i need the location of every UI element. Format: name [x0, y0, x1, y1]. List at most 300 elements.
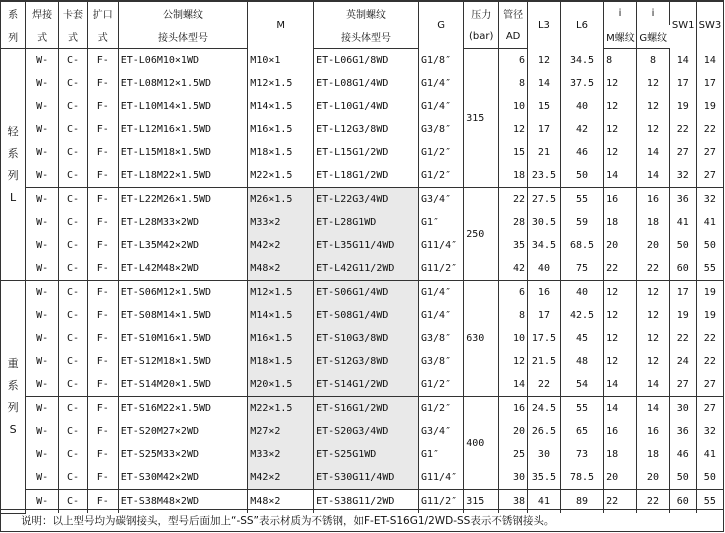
- cell-w: W-: [26, 466, 59, 490]
- cell-metric: ET-L42M48×2WD: [118, 257, 248, 281]
- cell-g: G1/4″: [419, 72, 464, 95]
- cell-ad: 6: [499, 281, 528, 305]
- table-row: [1, 327, 723, 350]
- cell-metric: ET-L22M26×1.5WD: [118, 188, 248, 212]
- cell-m: M33×2: [248, 443, 314, 466]
- cell-metric: ET-S08M14×1.5WD: [118, 304, 248, 327]
- cell-m: M27×2: [248, 420, 314, 443]
- cell-m: M42×2: [248, 466, 314, 490]
- table-row: [1, 420, 723, 443]
- cell-g: G1″: [419, 211, 464, 234]
- table-row: [1, 72, 723, 95]
- cell-ig: 12: [637, 118, 670, 141]
- cell-f: F-: [87, 373, 118, 397]
- header-pressure-2: (bar): [464, 25, 499, 49]
- cell-f: F-: [87, 420, 118, 443]
- cell-c: C-: [59, 164, 88, 188]
- cell-l6: 42.5: [560, 304, 603, 327]
- cell-l3: 15: [528, 95, 561, 118]
- cell-c: C-: [59, 466, 88, 490]
- table-row: [1, 281, 723, 305]
- cell-ad: 16: [499, 397, 528, 421]
- cell-l3: 27.5: [528, 188, 561, 212]
- header-row-1: [1, 2, 723, 26]
- cell-f: F-: [87, 327, 118, 350]
- cell-ig: 12: [637, 72, 670, 95]
- cell-l3: 22: [528, 373, 561, 397]
- cell-l3: 24.5: [528, 397, 561, 421]
- cell-sw3: 14: [703, 54, 716, 66]
- cell-f: F-: [87, 397, 118, 421]
- cell-imperial: ET-S25G1WD: [314, 443, 419, 466]
- header-flare-2: 式: [87, 25, 118, 49]
- header-g: G: [419, 2, 464, 49]
- cell-ig: 8: [637, 49, 670, 73]
- cell-ig: 16: [637, 420, 670, 443]
- cell-l3: 35.5: [528, 466, 561, 490]
- cell-imperial: ET-L06G1/8WD: [314, 49, 419, 73]
- header-ig: i: [637, 2, 670, 26]
- cell-l3: 30.5: [528, 211, 561, 234]
- cell-ig: 12: [637, 350, 670, 373]
- table-row: [1, 234, 723, 257]
- cell-imperial: ET-L15G1/2WD: [314, 141, 419, 164]
- cell-im: 22: [604, 257, 637, 281]
- cell-l6: 50: [560, 164, 603, 188]
- cell-l3: 17: [528, 118, 561, 141]
- cell-imperial: ET-S10G3/8WD: [314, 327, 419, 350]
- cell-sw1: 17: [669, 281, 696, 305]
- cell-sw3: 17: [703, 78, 716, 89]
- header-imperial-2: 接头体型号: [314, 25, 419, 49]
- cell-m: M22×1.5: [248, 397, 314, 421]
- header-metric-2: 接头体型号: [118, 25, 248, 49]
- cell-c: C-: [59, 95, 88, 118]
- cell-w: W-: [26, 72, 59, 95]
- cell-sw3: 50: [703, 240, 716, 251]
- cell-ad: 8: [499, 72, 528, 95]
- cell-g: G3/8″: [419, 350, 464, 373]
- cell-ig: 14: [637, 397, 670, 421]
- cell-sw3: 55: [703, 263, 716, 274]
- cell-sw1: 19: [669, 304, 696, 327]
- cell-sw3: 19: [703, 101, 716, 112]
- table-row: [1, 257, 723, 281]
- cell-f: F-: [87, 188, 118, 212]
- table-row: [1, 49, 723, 73]
- table-row: [1, 304, 723, 327]
- cell-im: 8: [604, 49, 637, 73]
- cell-g: G1/2″: [419, 397, 464, 421]
- cell-f: F-: [87, 257, 118, 281]
- cell-im: 12: [604, 350, 637, 373]
- cell-w: W-: [26, 490, 59, 514]
- header-weld: 焊接: [26, 2, 59, 26]
- table-row: [1, 141, 723, 164]
- header-ig-2: G螺纹: [637, 25, 670, 49]
- cell-l6: 55: [560, 188, 603, 212]
- cell-imperial: ET-S20G3/4WD: [314, 420, 419, 443]
- cell-m: M48×2: [248, 257, 314, 281]
- table-row: [1, 373, 723, 397]
- cell-imperial: ET-S08G1/4WD: [314, 304, 419, 327]
- header-ferrule: 卡套: [59, 2, 88, 26]
- header-weld-2: 式: [26, 25, 59, 49]
- cell-metric: ET-S10M16×1.5WD: [118, 327, 248, 350]
- cell-sw1: 50: [669, 466, 696, 490]
- cell-l3: 17: [528, 304, 561, 327]
- cell-l3: 40: [528, 257, 561, 281]
- cell-im: 18: [604, 443, 637, 466]
- cell-imperial: ET-L42G11/2WD: [314, 257, 419, 281]
- cell-w: W-: [26, 164, 59, 188]
- cell-sw1: 41: [669, 211, 696, 234]
- cell-sw3: 27: [696, 397, 723, 421]
- cell-ad: 15: [499, 141, 528, 164]
- cell-m: M12×1.5: [248, 72, 314, 95]
- cell-l6: 75: [560, 257, 603, 281]
- cell-c: C-: [59, 490, 88, 514]
- cell-metric: ET-S38M48×2WD: [118, 490, 248, 514]
- header-series-2: 列: [1, 25, 26, 49]
- cell-g: G1/2″: [419, 164, 464, 188]
- cell-ad: 6: [499, 49, 528, 73]
- cell-c: C-: [59, 257, 88, 281]
- cell-l6: 89: [560, 490, 603, 514]
- cell-l3: 34.5: [528, 234, 561, 257]
- cell-g: G1″: [419, 443, 464, 466]
- cell-l6: 54: [560, 373, 603, 397]
- cell-imperial: ET-L08G1/4WD: [314, 72, 419, 95]
- cell-c: C-: [59, 443, 88, 466]
- cell-sw3: 19: [696, 281, 723, 305]
- cell-sw3: 55: [696, 490, 723, 514]
- cell-g: G11/4″: [419, 234, 464, 257]
- cell-sw3: 32: [703, 426, 716, 437]
- cell-f: F-: [87, 95, 118, 118]
- cell-l3: 16: [528, 281, 561, 305]
- cell-metric: ET-L06M10×1WD: [118, 49, 248, 73]
- cell-metric: ET-S06M12×1.5WD: [118, 281, 248, 305]
- cell-ig: 12: [637, 327, 670, 350]
- cell-sw1: 50: [669, 234, 696, 257]
- cell-g: G1/8″: [419, 49, 464, 73]
- series-label: 重 系 列 S: [1, 281, 26, 514]
- cell-f: F-: [87, 466, 118, 490]
- cell-l3: 12: [528, 49, 561, 73]
- cell-im: 14: [604, 397, 637, 421]
- cell-imperial: ET-S30G11/4WD: [314, 466, 419, 490]
- cell-sw1: 27: [669, 141, 696, 164]
- cell-l6: 48: [560, 350, 603, 373]
- cell-l3: 14: [528, 72, 561, 95]
- cell-g: G1/2″: [419, 373, 464, 397]
- cell-ad: 8: [499, 304, 528, 327]
- cell-m: M16×1.5: [248, 327, 314, 350]
- cell-c: C-: [59, 118, 88, 141]
- cell-m: M33×2: [248, 211, 314, 234]
- table-row: [1, 211, 723, 234]
- cell-im: 20: [604, 466, 637, 490]
- cell-l3: 21: [528, 141, 561, 164]
- header-pipe-2: AD: [499, 25, 528, 49]
- header-m: M: [248, 2, 314, 49]
- cell-l6: 40: [560, 95, 603, 118]
- cell-sw1: 24: [669, 350, 696, 373]
- cell-g: G11/2″: [419, 490, 464, 514]
- cell-l3: 30: [528, 443, 561, 466]
- cell-l6: 34.5: [560, 49, 603, 73]
- cell-metric: ET-L35M42×2WD: [118, 234, 248, 257]
- cell-m: M22×1.5: [248, 164, 314, 188]
- table-row: [1, 350, 723, 373]
- cell-sw3: 27: [703, 379, 716, 390]
- header-metric: 公制螺纹: [118, 2, 248, 26]
- cell-w: W-: [26, 188, 59, 212]
- cell-w: W-: [26, 49, 59, 73]
- cell-m: M12×1.5: [248, 281, 314, 305]
- cell-sw1: 22: [669, 327, 696, 350]
- cell-m: M26×1.5: [248, 188, 314, 212]
- table-row: [1, 443, 723, 466]
- pressure-value: 630: [464, 281, 499, 397]
- cell-sw1: 46: [669, 443, 696, 466]
- cell-metric: ET-S14M20×1.5WD: [118, 373, 248, 397]
- cell-f: F-: [87, 164, 118, 188]
- cell-f: F-: [87, 443, 118, 466]
- cell-ad: 12: [499, 350, 528, 373]
- cell-ig: 22: [637, 257, 670, 281]
- cell-l6: 73: [560, 443, 603, 466]
- cell-ig: 12: [637, 95, 670, 118]
- header-ferrule-2: 式: [59, 25, 88, 49]
- cell-ad: 10: [499, 95, 528, 118]
- cell-m: M42×2: [248, 234, 314, 257]
- cell-ig: 18: [637, 443, 670, 466]
- cell-c: C-: [59, 397, 88, 421]
- cell-w: W-: [26, 420, 59, 443]
- cell-im: 12: [604, 72, 637, 95]
- cell-sw1: 36: [669, 188, 696, 212]
- cell-c: C-: [59, 72, 88, 95]
- cell-g: G1/2″: [419, 141, 464, 164]
- cell-sw1: 19: [669, 95, 696, 118]
- table-row: [1, 118, 723, 141]
- table-row: [1, 95, 723, 118]
- cell-im: 12: [604, 118, 637, 141]
- cell-imperial: ET-L35G11/4WD: [314, 234, 419, 257]
- table-row: [1, 188, 723, 212]
- cell-imperial: ET-L22G3/4WD: [314, 188, 419, 212]
- cell-im: 12: [604, 281, 637, 305]
- cell-m: M16×1.5: [248, 118, 314, 141]
- cell-f: F-: [87, 281, 118, 305]
- cell-l6: 78.5: [560, 466, 603, 490]
- header-l6: L6: [560, 2, 603, 49]
- cell-l3: 21.5: [528, 350, 561, 373]
- header-sw1: SW1: [669, 2, 696, 49]
- cell-imperial: ET-L18G1/2WD: [314, 164, 419, 188]
- cell-sw3: 32: [696, 188, 723, 212]
- cell-w: W-: [26, 327, 59, 350]
- cell-ad: 25: [499, 443, 528, 466]
- cell-l6: 42: [560, 118, 603, 141]
- cell-ad: 42: [499, 257, 528, 281]
- cell-c: C-: [59, 350, 88, 373]
- cell-c: C-: [59, 188, 88, 212]
- cell-sw1: 30: [669, 397, 696, 421]
- cell-g: G1/4″: [419, 281, 464, 305]
- cell-sw1: 17: [669, 72, 696, 95]
- cell-im: 12: [604, 327, 637, 350]
- cell-ad: 22: [499, 188, 528, 212]
- cell-l6: 46: [560, 141, 603, 164]
- header-pipe: 管径: [499, 2, 528, 26]
- cell-metric: ET-L18M22×1.5WD: [118, 164, 248, 188]
- cell-sw1: 60: [669, 490, 696, 514]
- cell-metric: ET-L08M12×1.5WD: [118, 72, 248, 95]
- cell-c: C-: [59, 281, 88, 305]
- cell-w: W-: [26, 350, 59, 373]
- cell-l3: 26.5: [528, 420, 561, 443]
- cell-ad: 10: [499, 327, 528, 350]
- cell-ad: 35: [499, 234, 528, 257]
- cell-w: W-: [26, 257, 59, 281]
- cell-w: W-: [26, 141, 59, 164]
- header-flare: 扩口: [87, 2, 118, 26]
- cell-metric: ET-S25M33×2WD: [118, 443, 248, 466]
- header-imperial: 英制螺纹: [314, 2, 419, 26]
- cell-sw1: 36: [669, 420, 696, 443]
- cell-l3: 41: [528, 490, 561, 514]
- cell-m: M18×1.5: [248, 141, 314, 164]
- cell-w: W-: [26, 373, 59, 397]
- header-im-2: M螺纹: [604, 25, 637, 49]
- cell-w: W-: [26, 281, 59, 305]
- cell-g: G1/4″: [419, 95, 464, 118]
- cell-f: F-: [87, 72, 118, 95]
- cell-ad: 18: [499, 164, 528, 188]
- cell-m: M48×2: [248, 490, 314, 514]
- cell-im: 12: [604, 141, 637, 164]
- table-row: [1, 164, 723, 188]
- cell-ig: 22: [637, 490, 670, 514]
- cell-ad: 28: [499, 211, 528, 234]
- cell-c: C-: [59, 49, 88, 73]
- cell-l6: 65: [560, 420, 603, 443]
- cell-sw1: 22: [669, 118, 696, 141]
- cell-m: M14×1.5: [248, 304, 314, 327]
- cell-c: C-: [59, 304, 88, 327]
- cell-l3: 23.5: [528, 164, 561, 188]
- cell-imperial: ET-S12G3/8WD: [314, 350, 419, 373]
- cell-l6: 37.5: [560, 72, 603, 95]
- cell-c: C-: [59, 420, 88, 443]
- cell-sw3: 22: [703, 356, 716, 367]
- cell-ig: 18: [637, 211, 670, 234]
- cell-imperial: ET-S14G1/2WD: [314, 373, 419, 397]
- cell-f: F-: [87, 350, 118, 373]
- cell-ig: 14: [637, 373, 670, 397]
- cell-im: 14: [604, 164, 637, 188]
- cell-ig: 14: [637, 141, 670, 164]
- cell-g: G11/2″: [419, 257, 464, 281]
- cell-c: C-: [59, 141, 88, 164]
- cell-g: G3/8″: [419, 327, 464, 350]
- cell-m: M10×1: [248, 49, 314, 73]
- cell-f: F-: [87, 490, 118, 514]
- cell-imperial: ET-S06G1/4WD: [314, 281, 419, 305]
- cell-im: 12: [604, 304, 637, 327]
- cell-sw3: 41: [703, 449, 716, 460]
- cell-ig: 20: [637, 466, 670, 490]
- series-label: 轻 系 列 L: [1, 49, 26, 281]
- cell-l6: 40: [560, 281, 603, 305]
- cell-imperial: ET-L28G1WD: [314, 211, 419, 234]
- cell-m: M20×1.5: [248, 373, 314, 397]
- cell-f: F-: [87, 234, 118, 257]
- cell-w: W-: [26, 95, 59, 118]
- cell-imperial: ET-L12G3/8WD: [314, 118, 419, 141]
- cell-ad: 38: [499, 490, 528, 514]
- cell-c: C-: [59, 373, 88, 397]
- table-row: [1, 466, 723, 490]
- cell-ad: 30: [499, 466, 528, 490]
- cell-im: 14: [604, 373, 637, 397]
- cell-sw3: 41: [703, 217, 716, 228]
- header-pressure: 压力: [464, 2, 499, 26]
- cell-c: C-: [59, 327, 88, 350]
- cell-l6: 59: [560, 211, 603, 234]
- cell-sw1: 60: [669, 257, 696, 281]
- cell-imperial: ET-S38G11/2WD: [314, 490, 419, 514]
- cell-metric: ET-S16M22×1.5WD: [118, 397, 248, 421]
- cell-g: G3/4″: [419, 420, 464, 443]
- cell-f: F-: [87, 211, 118, 234]
- cell-ig: 16: [637, 188, 670, 212]
- cell-sw3: 50: [703, 472, 716, 483]
- header-l3: L3: [528, 2, 561, 49]
- cell-sw3: 22: [703, 124, 716, 135]
- header-series: 系: [1, 2, 26, 26]
- cell-g: G1/4″: [419, 304, 464, 327]
- cell-sw3: 27: [703, 170, 716, 181]
- pressure-value: 400: [464, 397, 499, 490]
- cell-ad: 12: [499, 118, 528, 141]
- cell-w: W-: [26, 304, 59, 327]
- cell-f: F-: [87, 118, 118, 141]
- cell-im: 16: [604, 420, 637, 443]
- cell-metric: ET-S30M42×2WD: [118, 466, 248, 490]
- cell-imperial: ET-L10G1/4WD: [314, 95, 419, 118]
- cell-sw1: 27: [669, 373, 696, 397]
- cell-imperial: ET-S16G1/2WD: [314, 397, 419, 421]
- cell-sw1: 32: [669, 164, 696, 188]
- cell-g: G3/4″: [419, 188, 464, 212]
- cell-l6: 68.5: [560, 234, 603, 257]
- footnote: 说明：以上型号均为碳钢接头，型号后面加上“-SS”表示材质为不锈钢，如F-ET-S16G1/2WD-SS表示不锈钢接头。: [1, 509, 723, 532]
- fitting-spec-table: [1, 1, 723, 514]
- cell-l6: 45: [560, 327, 603, 350]
- table-row: [1, 397, 723, 421]
- cell-im: 16: [604, 188, 637, 212]
- cell-sw1: 14: [669, 49, 696, 73]
- cell-l3: 17.5: [528, 327, 561, 350]
- pressure-value: 315: [464, 49, 499, 188]
- cell-c: C-: [59, 211, 88, 234]
- cell-ig: 12: [637, 281, 670, 305]
- cell-ad: 14: [499, 373, 528, 397]
